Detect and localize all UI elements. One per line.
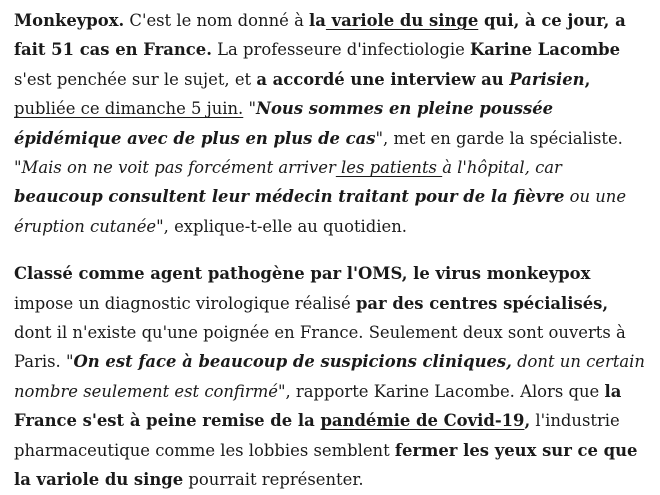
link-variole-du-singe[interactable]: variole du singe [325,11,479,30]
lead-keyword: Monkeypox. [14,11,125,30]
link-les-patients[interactable]: les patients [335,158,443,178]
name-karine-lacombe: Karine Lacombe [469,40,621,60]
quote-epidemic: Nous sommes en pleine poussée épidémique avec de plus en plus de cas [14,99,554,148]
quote-fever: beaucoup consultent leur médecin traitant pour de la fièvre [14,187,565,207]
link-pandemie-covid[interactable]: pandémie de Covid-19 [320,411,525,431]
paragraph-1: Monkeypox. C'est le nom donné à la variole du singe qui, à ce jour, a fait 51 cas en France. La professeure d'infectiologie Karine Lacombe s'est penchée sur le sujet, et a accordé une interview au Parisien, publiée ce dimanche 5 juin. "Nous sommes en pleine poussée épidémique avec de plus en plus de cas", met en garde la spécialiste. "Mais on ne voit pas forcément arriver les patients à l'hôpital, car beaucoup consultent leur médecin traitant pour de la fièvre ou une éruption cutanée", explique-t-elle au quotidien. [14,11,627,236]
paragraph-2: Classé comme agent pathogène par l'OMS, le virus monkeypox impose un diagnostic virologique réalisé par des centres spécialisés, dont il n'existe qu'une poignée en France. Seulement deux sont ouverts à Paris. "On est face à beaucoup de suspicions cliniques, dont un certain nombre seulement est confirmé", rapporte Karine Lacombe. Alors que la France s'est à peine remise de la pandémie de Covid-19, l'industrie pharmaceutique comme les lobbies semblent fermer les yeux sur ce que la variole du singe pourrait représenter. [14,264,645,490]
source-parisien: Parisien [509,69,585,89]
who-classification: Classé comme agent pathogène par l'OMS, le virus monkeypox [14,264,591,284]
quote-suspicions: On est face à beaucoup de suspicions cliniques, [73,352,512,372]
link-publication-date[interactable]: publiée ce dimanche 5 juin. [14,99,244,119]
